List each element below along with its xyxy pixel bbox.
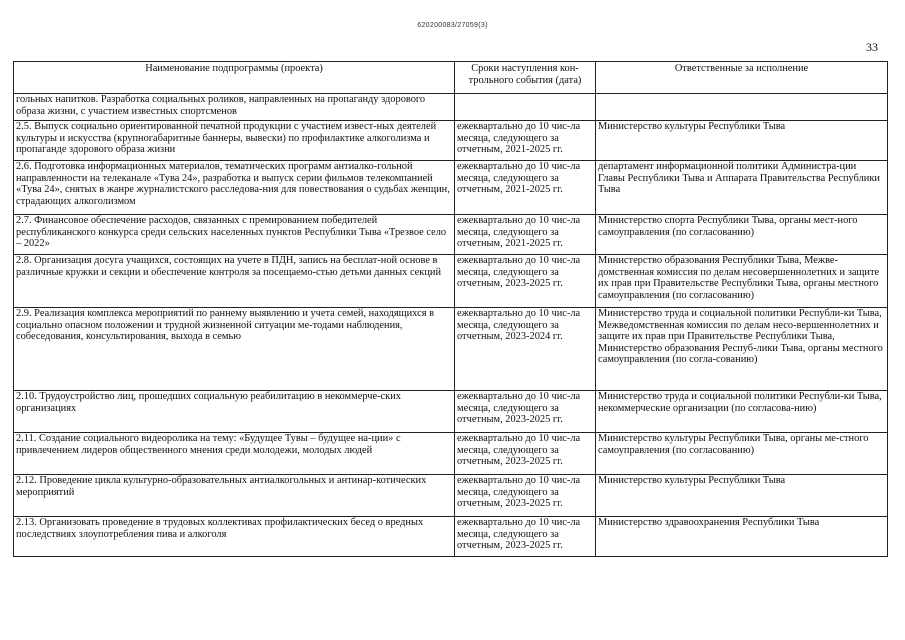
cell-name: гольных напитков. Разработка социальных роликов, направленных на пропаганду здорового образа жизни, с участием известных спортсменов (14, 94, 455, 121)
column-header-name: Наименование подпрограммы (проекта) (14, 62, 455, 94)
cell-name: 2.10. Трудоустройство лиц, прошедших социальную реабилитацию в некоммерче-ских организациях (14, 391, 455, 433)
table-row (14, 215, 888, 255)
cell-responsible: Министерство спорта Республики Тыва, органы мест-ного самоуправления (по согласованию) (596, 215, 888, 255)
cell-name: 2.9. Реализация комплекса мероприятий по раннему выявлению и учета семей, находящихся в социально опасном положении и трудной жизненной ситуации ме-тодами наблюдения, собеседования, консультирования, выхода в семью (14, 308, 455, 391)
cell-responsible: Министерство здравоохранения Республики Тыва (596, 517, 888, 557)
cell-term: ежеквартально до 10 чис-ла месяца, следующего за отчетным, 2021-2025 гг. (455, 161, 596, 215)
cell-term (455, 94, 596, 121)
table-row (14, 433, 888, 475)
table-row (14, 517, 888, 557)
cell-responsible: Министерство культуры Республики Тыва, органы ме-стного самоуправления (по согласованию) (596, 433, 888, 475)
cell-term: ежеквартально до 10 чис-ла месяца, следующего за отчетным, 2023-2025 гг. (455, 255, 596, 308)
table-row (14, 308, 888, 391)
cell-term: ежеквартально до 10 чис-ла месяца, следующего за отчетным, 2023-2025 гг. (455, 433, 596, 475)
table-row (14, 121, 888, 161)
cell-name: 2.12. Проведение цикла культурно-образовательных антиалкогольных и антинар-котических мероприятий (14, 475, 455, 517)
cell-term: ежеквартально до 10 чис-ла месяца, следующего за отчетным, 2021-2025 гг. (455, 121, 596, 161)
cell-term: ежеквартально до 10 чис-ла месяца, следующего за отчетным, 2023-2025 гг. (455, 475, 596, 517)
cell-responsible (596, 94, 888, 121)
cell-responsible: Министерство образования Республики Тыва, Межве-домственная комиссия по делам несовершеннолетних и защите их прав при Правительстве Республики Тыва, органы местного самоуправления (по согласованию) (596, 255, 888, 308)
table-row (14, 94, 888, 121)
column-header-responsible: Ответственные за исполнение (596, 62, 888, 94)
table-row (14, 255, 888, 308)
cell-name: 2.7. Финансовое обеспечение расходов, связанных с премированием победителей республиканского конкурса среди сельских населенных пунктов Республики Тыва «Трезвое село – 2022» (14, 215, 455, 255)
cell-responsible: Министерство труда и социальной политики Республи-ки Тыва, некоммерческие организации (по согласова-нию) (596, 391, 888, 433)
table-row (14, 391, 888, 433)
cell-name: 2.5. Выпуск социально ориентированной печатной продукции с участием извест-ных деятелей культуры и искусства (крупногабаритные баннеры, вывески) по профилактике алкоголизма и пропаганде здорового образа жизни (14, 121, 455, 161)
cell-name: 2.13. Организовать проведение в трудовых коллективах профилактических бесед о вредных последствиях злоупотребления пива и алкоголя (14, 517, 455, 557)
page-number: 33 (866, 40, 878, 54)
cell-name: 2.8. Организация досуга учащихся, состоящих на учете в ПДН, запись на бесплат-ной основе в различные кружки и секции и обеспечение контроля за посещаемо-стью детьми данных секций (14, 255, 455, 308)
cell-term: ежеквартально до 10 чис-ла месяца, следующего за отчетным, 2023-2025 гг. (455, 391, 596, 433)
table-row (14, 475, 888, 517)
column-header-term: Сроки наступления кон-трольного события (дата) (455, 62, 596, 94)
cell-term: ежеквартально до 10 чис-ла месяца, следующего за отчетным, 2021-2025 гг. (455, 215, 596, 255)
table-header-row (14, 62, 888, 94)
cell-responsible: Министерство культуры Республики Тыва (596, 121, 888, 161)
cell-responsible: Министерство культуры Республики Тыва (596, 475, 888, 517)
document-id: 620200083/27059(3) (417, 22, 488, 29)
cell-name: 2.11. Создание социального видеоролика на тему: «Будущее Тувы – будущее на-ции» с привлечением лидеров общественного мнения среди молодежи, молодых людей (14, 433, 455, 475)
table-row (14, 161, 888, 215)
cell-responsible: департамент информационной политики Администра-ции Главы Республики Тыва и Аппарата Правительства Республики Тыва (596, 161, 888, 215)
measures-table (13, 61, 888, 557)
cell-responsible: Министерство труда и социальной политики Республи-ки Тыва, Межведомственная комиссия по делам несо-вершеннолетних и защите их прав при Правительстве Республики Тыва, Министерство образования Респуб-лики Тыва, органы местного самоуправления (по согла-сованию) (596, 308, 888, 391)
cell-name: 2.6. Подготовка информационных материалов, тематических программ антиалко-гольной направленности на телеканале «Тува 24», разработка и выпуск серии фильмов телекомпанией «Тува 24», снятых в жанре журналистского расследова-ния для повествования о судьбах женщин, страдающих алкоголизмом (14, 161, 455, 215)
cell-term: ежеквартально до 10 чис-ла месяца, следующего за отчетным, 2023-2024 гг. (455, 308, 596, 391)
cell-term: ежеквартально до 10 чис-ла месяца, следующего за отчетным, 2023-2025 гг. (455, 517, 596, 557)
